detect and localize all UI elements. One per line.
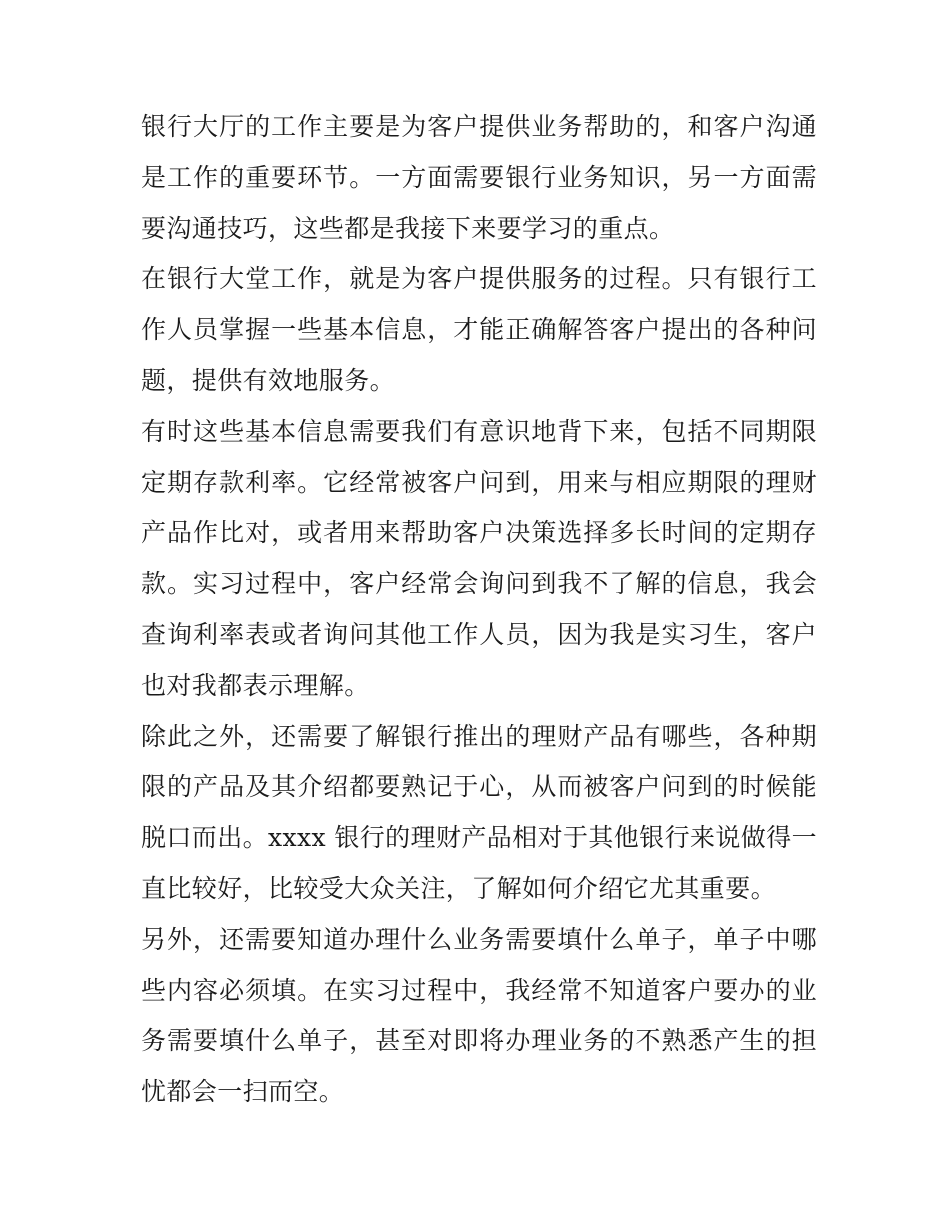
paragraph-5: 另外，还需要知道办理什么业务需要填什么单子，单子中哪些内容必须填。在实习过程中，我经常不知道客户要办的业务需要填什么单子，甚至对即将办理业务的不熟悉产生的担忧都会一扫而空。 — [141, 924, 817, 1107]
paragraph-1: 银行大厅的工作主要是为客户提供业务帮助的，和客户沟通是工作的重要环节。一方面需要银行业务知识，另一方面需要沟通技巧，这些都是我接下来要学习的重点。 — [141, 112, 817, 243]
document-body — [141, 102, 817, 1118]
paragraph-2: 在银行大堂工作，就是为客户提供服务的过程。只有银行工作人员掌握一些基本信息，才能正确解答客户提出的各种问题，提供有效地服务。 — [141, 264, 817, 395]
paragraph-3: 有时这些基本信息需要我们有意识地背下来，包括不同期限定期存款利率。它经常被客户问到，用来与相应期限的理财产品作比对，或者用来帮助客户决策选择多长时间的定期存款。实习过程中，客户经常会询问到我不了解的信息，我会查询利率表或者询问其他工作人员，因为我是实习生，客户也对我都表示理解。 — [141, 416, 817, 700]
paragraph-4: 除此之外，还需要了解银行推出的理财产品有哪些，各种期限的产品及其介绍都要熟记于心，从而被客户问到的时候能脱口而出。xxxx 银行的理财产品相对于其他银行来说做得一直比较好，比较受大众关注，了解如何介绍它尤其重要。 — [141, 721, 817, 903]
